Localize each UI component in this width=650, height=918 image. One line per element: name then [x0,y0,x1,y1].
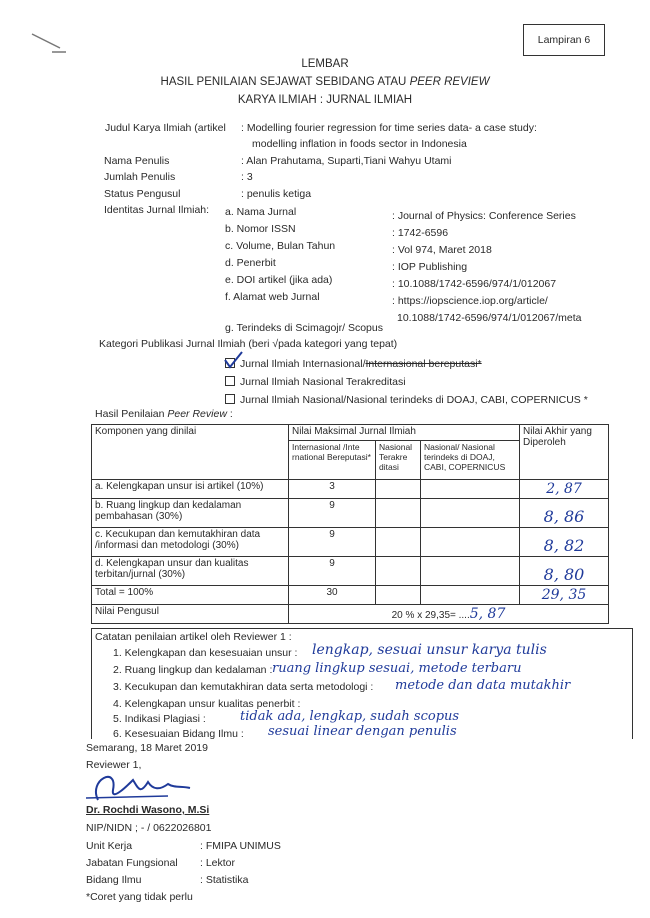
title-peer-review: PEER REVIEW [409,76,490,88]
catatan-item-6: 6. Kesesuaian Bidang Ilmu : [113,728,244,740]
unit-label: Unit Kerja [86,840,133,852]
identitas-label: Identitas Jurnal Ilmiah: [104,204,210,216]
total-maks: 30 [289,586,376,605]
row-komponen: a. Kelengkapan unsur isi artikel (10%) [92,480,289,499]
catatan-hand-1: lengkap, sesuai unsur karya tulis [312,642,547,658]
table-row [92,480,609,499]
jumlah-label: Jumlah Penulis [104,171,176,183]
checkbox-2 [225,376,235,386]
row-akhir: 8, 86 [520,499,609,528]
catatan-item-1: 1. Kelengkapan dan kesesuaian unsur : [113,647,298,659]
pengusul-cell [289,605,609,624]
title-lembar: LEMBAR [301,58,349,70]
kategori-option-2-text: Jurnal Ilmiah Nasional Terakreditasi [240,376,406,388]
kategori-option-1-text: Jurnal Ilmiah Internasional/ [240,358,366,370]
total-akhir: 29, 35 [520,586,609,605]
judul-value-1: : Modelling fourier regression for time series data- a case study: [241,122,537,134]
jumlah-value: : 3 [241,171,253,183]
bidang-label: Bidang Ilmu [86,874,142,886]
signature [78,760,198,810]
check-mark-icon [222,350,244,372]
catatan-item-4: 4. Kelengkapan unsur kualitas penerbit : [113,698,301,710]
title-hasil-text: HASIL PENILAIAN SEJAWAT SEBIDANG ATAU [160,76,410,88]
row-empty [376,499,421,528]
terindeks: g. Terindeks di Scimagojr/ Scopus [225,322,383,334]
kategori-option-3-text: Jurnal Ilmiah Nasional/Nasional terindeks di DOAJ, CABI, COPERNICUS * [240,394,588,406]
row-maks: 9 [289,499,376,528]
th-intl: Internasional /Inte rnational Bereputasi* [289,441,376,480]
th-akhir: Nilai Akhir yang Diperoleh [520,425,609,480]
table-row [92,557,609,586]
lampiran-label: Lampiran 6 [537,34,591,46]
hasil-label-text: Hasil Penilaian [95,408,168,420]
row-empty [421,557,520,586]
penulis-value: : Alan Prahutama, Suparti,Tiani Wahyu Utami [241,155,452,167]
catatan-hand-3: metode dan data mutakhir [395,678,571,693]
reviewer-nip: NIP/NIDN ; - / 0622026801 [86,822,212,834]
hasil-label-end: : [226,408,233,420]
row-empty [376,480,421,499]
identitas-key-a: a. Nama Jurnal [225,206,297,218]
catatan-item-5: 5. Indikasi Plagiasi : [113,713,206,725]
identitas-value-e: : 10.1088/1742-6596/974/1/012067 [392,278,557,290]
row-empty [376,586,421,605]
catatan-title: Catatan penilaian artikel oleh Reviewer 1 : [95,631,292,643]
kategori-option-3 [225,394,588,406]
hasil-label [95,408,233,420]
hasil-label-em: Peer Review [167,408,227,420]
judul-value-2: modelling inflation in foods sector in Indonesia [252,138,467,150]
table-row [92,528,609,557]
identitas-value-b: : 1742-6596 [392,227,449,239]
bidang-value: : Statistika [200,874,249,886]
web-cont: 10.1088/1742-6596/974/1/012067/meta [397,312,582,324]
identitas-key-b: b. Nomor ISSN [225,223,296,235]
table-row [92,586,609,605]
row-maks: 9 [289,557,376,586]
identitas-value-d: : IOP Publishing [392,261,468,273]
row-komponen: c. Kecukupan dan kemutakhiran data /informasi dan metodologi (30%) [92,528,289,557]
place-date: Semarang, 18 Maret 2019 [86,742,208,754]
table-row [92,499,609,528]
th-nas-idx: Nasional/ Nasional terindeks di DOAJ, CABI, COPERNICUS [421,441,520,480]
row-komponen: b. Ruang lingkup dan kedalaman pembahasan (30%) [92,499,289,528]
row-akhir: 2, 87 [520,480,609,499]
pengusul-formula: 20 % x 29,35= .... [391,610,470,621]
kategori-option-2 [225,376,406,388]
title-hasil [0,76,650,88]
row-akhir: 8, 80 [520,557,609,586]
row-empty [421,480,520,499]
scan-mark [30,30,70,55]
row-maks: 3 [289,480,376,499]
kategori-option-1 [225,358,482,370]
catatan-hand-2: ruang lingkup sesuai, metode terbaru [272,661,522,676]
row-empty [421,499,520,528]
row-akhir: 8, 82 [520,528,609,557]
row-maks: 9 [289,528,376,557]
catatan-item-2: 2. Ruang lingkup dan kedalaman : [113,664,273,676]
lampiran-box [523,24,605,56]
row-empty [421,586,520,605]
title-karya: KARYA ILMIAH : JURNAL ILMIAH [237,94,413,106]
identitas-value-c: : Vol 974, Maret 2018 [392,244,492,256]
results-table [91,424,609,624]
catatan-hand-5: tidak ada, lengkap, sudah scopus [240,709,460,724]
penulis-label: Nama Penulis [104,155,170,167]
th-nilai-maks: Nilai Maksimal Jurnal Ilmiah [289,425,520,441]
identitas-key-c: c. Volume, Bulan Tahun [225,240,336,252]
identitas-key-f: f. Alamat web Jurnal [225,291,320,303]
row-komponen: d. Kelengkapan unsur dan kualitas terbitan/jurnal (30%) [92,557,289,586]
reviewer-label: Reviewer 1, [86,759,142,771]
jabatan-label: Jabatan Fungsional [86,857,178,869]
pengusul-value: 5, 87 [469,606,506,622]
th-komponen: Komponen yang dinilai [92,425,289,480]
row-empty [376,528,421,557]
identitas-value-a: : Journal of Physics: Conference Series [392,210,576,222]
jabatan-value: : Lektor [200,857,236,869]
status-value: : penulis ketiga [241,188,312,200]
identitas-key-d: d. Penerbit [225,257,276,269]
kategori-label: Kategori Publikasi Jurnal Ilmiah (beri √pada kategori yang tepat) [99,338,398,350]
identitas-value-f: : https://iopscience.iop.org/article/ [392,295,548,307]
unit-value: : FMIPA UNIMUS [200,840,281,852]
pengusul-label: Nilai Pengusul [92,605,289,624]
status-label: Status Pengusul [104,188,181,200]
checkbox-3 [225,394,235,404]
kategori-option-1-strike: Internasional bereputasi* [365,358,482,370]
th-nas: Nasional Terakre ditasi [376,441,421,480]
reviewer-name: Dr. Rochdi Wasono, M.Si [86,804,210,816]
identitas-key-e: e. DOI artikel (jika ada) [225,274,333,286]
row-empty [376,557,421,586]
coret-note: *Coret yang tidak perlu [86,891,193,903]
catatan-hand-6: sesuai linear dengan penulis [268,724,457,739]
catatan-item-3: 3. Kecukupan dan kemutakhiran data serta metodologi : [113,681,374,693]
row-empty [421,528,520,557]
judul-label: Judul Karya Ilmiah (artikel [105,122,226,134]
table-row [92,605,609,624]
total-label: Total = 100% [92,586,289,605]
